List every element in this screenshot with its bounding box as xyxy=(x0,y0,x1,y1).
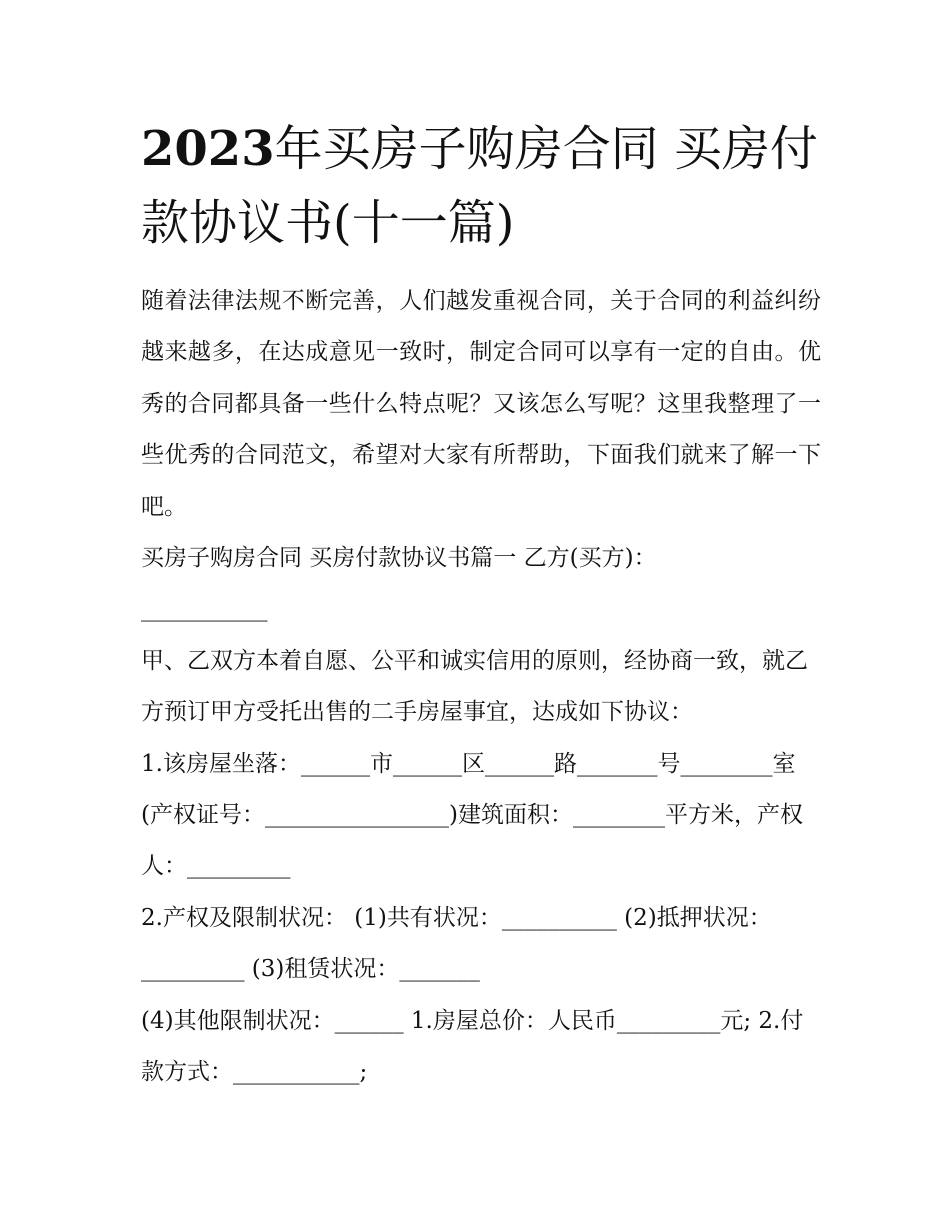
clause-payment: (4)其他限制状况：______ 1.房屋总价：人民币_________元; 2.付款方式：___________; xyxy=(141,1007,804,1086)
intro-paragraph: 随着法律法规不断完善，人们越发重视合同，关于合同的利益纠纷越来越多，在达成意见一致时，制定合同可以享有一定的自由。优秀的合同都具备一些什么特点呢？又该怎么写呢？这里我整理了一些优秀的合同范文，希望对大家有所帮助，下面我们就来了解一下吧。 xyxy=(141,288,821,520)
agreement-paragraph: 甲、乙双方本着自愿、公平和诚实信用的原则，经协商一致，就乙方预订甲方受托出售的二手房屋事宜，达成如下协议： xyxy=(141,647,808,726)
clause-property-restrictions: 2.产权及限制状况： (1)共有状况：__________ (2)抵押状况：_________ (3)租赁状况：_______ xyxy=(141,904,772,983)
title-text: 年买房子购房合同 买房付款协议书(十一篇) xyxy=(141,121,818,251)
document-title xyxy=(141,112,821,260)
clause-property-location: 1.该房屋坐落：______市______区______路_______号________室(产权证号：________________)建筑面积：________平方米，产权人：_________ xyxy=(141,750,803,880)
buyer-blank-line: ___________ xyxy=(141,596,268,623)
contract-heading: 买房子购房合同 买房付款协议书篇一 乙方(买方)： xyxy=(141,545,657,572)
document-body xyxy=(141,276,821,1099)
title-year: 2023 xyxy=(141,121,275,177)
